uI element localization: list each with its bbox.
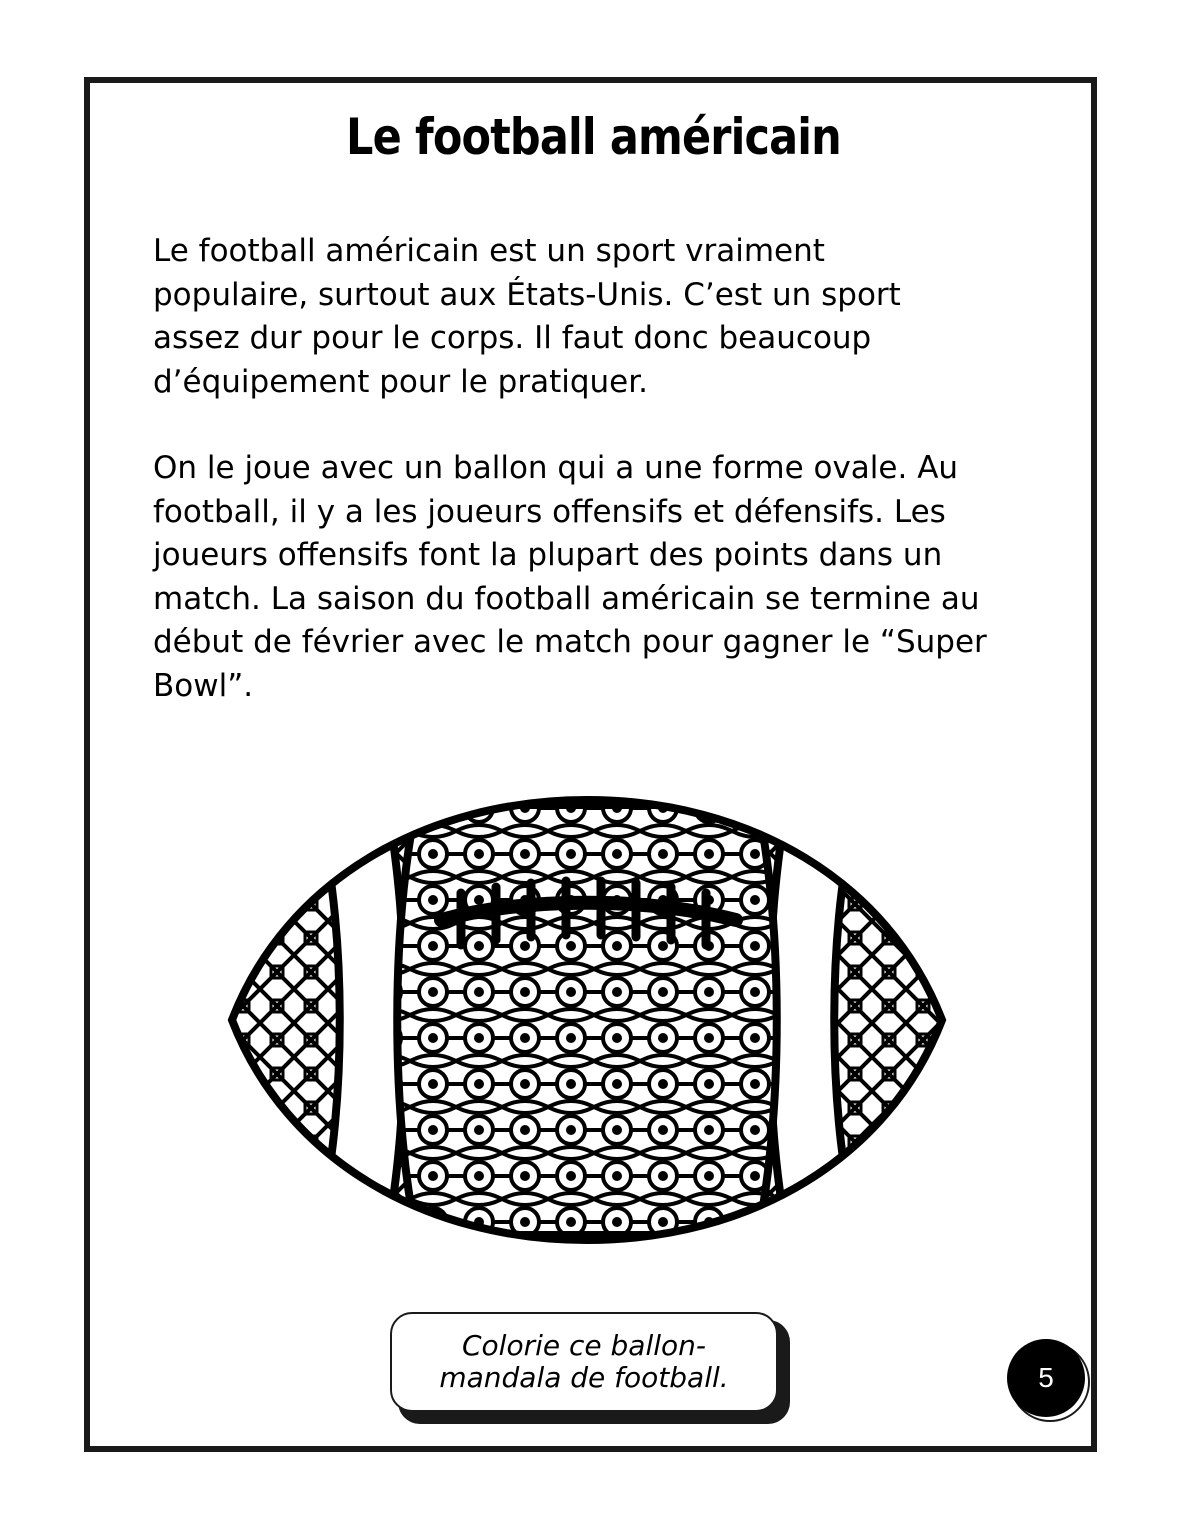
- football-mandala-icon: [226, 785, 948, 1255]
- paragraph-details: On le joue avec un ballon qui a une forme ovale. Au football, il y a les joueurs offensifs et défensifs. Les joueurs offensifs font la plupart des points dans un match. La saison du football américain se termine au début de février avec le match pour gagner le “Super Bowl”.: [153, 450, 987, 704]
- page-title: Le football américain: [346, 108, 841, 166]
- paragraph-intro: Le football américain est un sport vraiment populaire, surtout aux États-Unis. C’est un sport assez dur pour le corps. Il faut donc beaucoup d’équipement pour le pratiquer.: [153, 233, 901, 400]
- page-number: 5: [1007, 1339, 1085, 1417]
- caption-box: Colorie ce ballon- mandala de football.: [390, 1312, 778, 1412]
